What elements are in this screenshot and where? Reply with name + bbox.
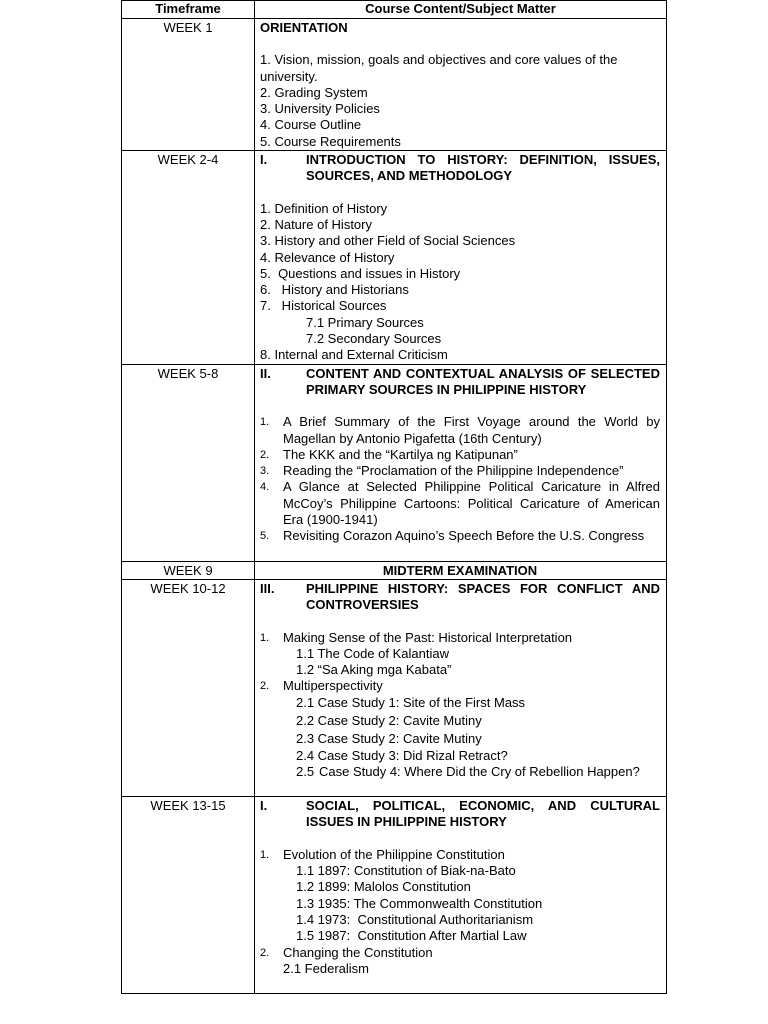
week-cell: WEEK 13-15 <box>122 797 255 994</box>
section-title: ORIENTATION <box>260 20 348 35</box>
table-row <box>122 797 667 994</box>
content-cell <box>255 797 667 994</box>
sub-item-text: Case Study 4: Where Did the Cry of Rebellion Happen? <box>319 763 640 779</box>
section-numeral: II. <box>260 365 271 381</box>
table-row <box>122 19 667 151</box>
item-text: Changing the Constitution <box>283 944 433 960</box>
list-item: 3. University Policies <box>260 101 380 117</box>
item-text: A Brief Summary of the First Voyage around the World by Magellan by Antonio Pigafetta (16th Century) <box>283 414 660 446</box>
header-row <box>122 1 667 19</box>
item-text: Making Sense of the Past: Historical Interpretation <box>283 629 573 645</box>
sub-item: 1.2 1899: Malolos Constitution <box>296 879 471 895</box>
item-number: 2. <box>260 946 270 959</box>
list-item: 3. History and other Field of Social Sciences <box>260 233 516 249</box>
sub-item: 2.1 Case Study 1: Site of the First Mass <box>296 694 526 710</box>
item-text: Revisiting Corazon Aquino’s Speech Before the U.S. Congress <box>283 528 645 544</box>
week-cell: WEEK 10-12 <box>122 579 255 796</box>
sub-item: 2.3 Case Study 2: Cavite Mutiny <box>296 731 482 747</box>
content-cell <box>255 364 667 561</box>
table-row <box>122 364 667 561</box>
sub-item: 1.4 1973: Constitutional Authoritarianism <box>296 911 534 927</box>
section-heading <box>260 798 660 831</box>
week-cell: WEEK 1 <box>122 19 255 151</box>
section-numeral: III. <box>260 580 275 596</box>
section-title: INTRODUCTION TO HISTORY: DEFINITION, ISSUES, SOURCES, AND METHODOLOGY <box>306 152 660 184</box>
list-item: 4. Relevance of History <box>260 249 395 265</box>
list-item: 2. Grading System <box>260 84 368 100</box>
section-heading <box>260 152 660 185</box>
section-numeral: I. <box>260 152 268 168</box>
sub-item: 7.1 Primary Sources <box>306 314 424 330</box>
list-item <box>260 447 660 463</box>
week-cell: WEEK 2-4 <box>122 151 255 365</box>
list-item <box>260 945 660 961</box>
section-heading <box>260 366 660 399</box>
section-heading <box>260 581 660 614</box>
sub-item: 2.2 Case Study 2: Cavite Mutiny <box>296 712 482 728</box>
list-item <box>260 528 660 544</box>
item-number: 1. <box>260 631 270 644</box>
list-item <box>260 479 660 528</box>
content-cell <box>255 151 667 365</box>
sub-item: 1.1 The Code of Kalantiaw <box>296 645 449 661</box>
list-item: 7. Historical Sources <box>260 298 387 314</box>
item-text: Multiperspectivity <box>283 678 383 694</box>
table-row <box>122 561 667 579</box>
sub-item-number: 2.5 <box>296 763 315 779</box>
sub-item: 7.2 Secondary Sources <box>306 331 442 347</box>
list-item <box>260 414 660 447</box>
item-number: 1. <box>260 416 270 429</box>
item-text: Evolution of the Philippine Constitution <box>283 846 505 862</box>
sub-item: 2.1 Federalism <box>283 960 369 976</box>
section-title: SOCIAL, POLITICAL, ECONOMIC, AND CULTURAL ISSUES IN PHILIPPINE HISTORY <box>306 798 660 830</box>
item-number: 5. <box>260 530 270 543</box>
list-item: 8. Internal and External Criticism <box>260 347 448 363</box>
list-item <box>260 630 660 646</box>
course-outline-table <box>121 0 667 994</box>
list-item <box>260 678 660 694</box>
item-text: The KKK and the “Kartilya ng Katipunan” <box>283 446 518 462</box>
sub-item: 1.2 “Sa Aking mga Kabata” <box>296 662 452 678</box>
list-item: 1. Definition of History <box>260 200 388 216</box>
week-cell: WEEK 9 <box>122 561 255 579</box>
sub-item: 1.1 1897: Constitution of Biak-na-Bato <box>296 863 516 879</box>
table-row <box>122 151 667 365</box>
header-timeframe: Timeframe <box>122 1 255 19</box>
item-number: 2. <box>260 680 270 693</box>
section-title: CONTENT AND CONTEXTUAL ANALYSIS OF SELECTED PRIMARY SOURCES IN PHILIPPINE HISTORY <box>306 365 660 397</box>
midterm-title: MIDTERM EXAMINATION <box>255 561 667 579</box>
list-item <box>260 847 660 863</box>
item-text: Reading the “Proclamation of the Philippine Independence” <box>283 463 624 479</box>
header-content: Course Content/Subject Matter <box>255 1 667 19</box>
list-item: 4. Course Outline <box>260 117 362 133</box>
item-number: 3. <box>260 465 270 478</box>
list-item: 6. History and Historians <box>260 282 409 298</box>
list-item: 2. Nature of History <box>260 216 372 232</box>
item-number: 1. <box>260 848 270 861</box>
sub-item: 1.3 1935: The Commonwealth Constitution <box>296 895 543 911</box>
section-title: PHILIPPINE HISTORY: SPACES FOR CONFLICT AND CONTROVERSIES <box>306 580 660 613</box>
item-text: A Glance at Selected Philippine Political Caricature in Alfred McCoy’s Philippine Cartoons: Political Caricature of American Era (1900-1941) <box>283 479 660 528</box>
section-numeral: I. <box>260 798 268 814</box>
list-item <box>260 463 660 479</box>
list-item: 1. Vision, mission, goals and objectives and core values of the university. <box>260 52 618 84</box>
sub-item <box>260 764 660 780</box>
list-item: 5. Questions and issues in History <box>260 265 461 281</box>
content-cell <box>255 19 667 151</box>
content-cell <box>255 579 667 796</box>
item-number: 2. <box>260 448 270 461</box>
sub-item: 2.4 Case Study 3: Did Rizal Retract? <box>296 747 508 763</box>
list-item: 5. Course Requirements <box>260 133 401 149</box>
sub-item: 1.5 1987: Constitution After Martial Law <box>296 928 527 944</box>
item-number: 4. <box>260 481 270 494</box>
week-cell: WEEK 5-8 <box>122 364 255 561</box>
table-row <box>122 579 667 796</box>
